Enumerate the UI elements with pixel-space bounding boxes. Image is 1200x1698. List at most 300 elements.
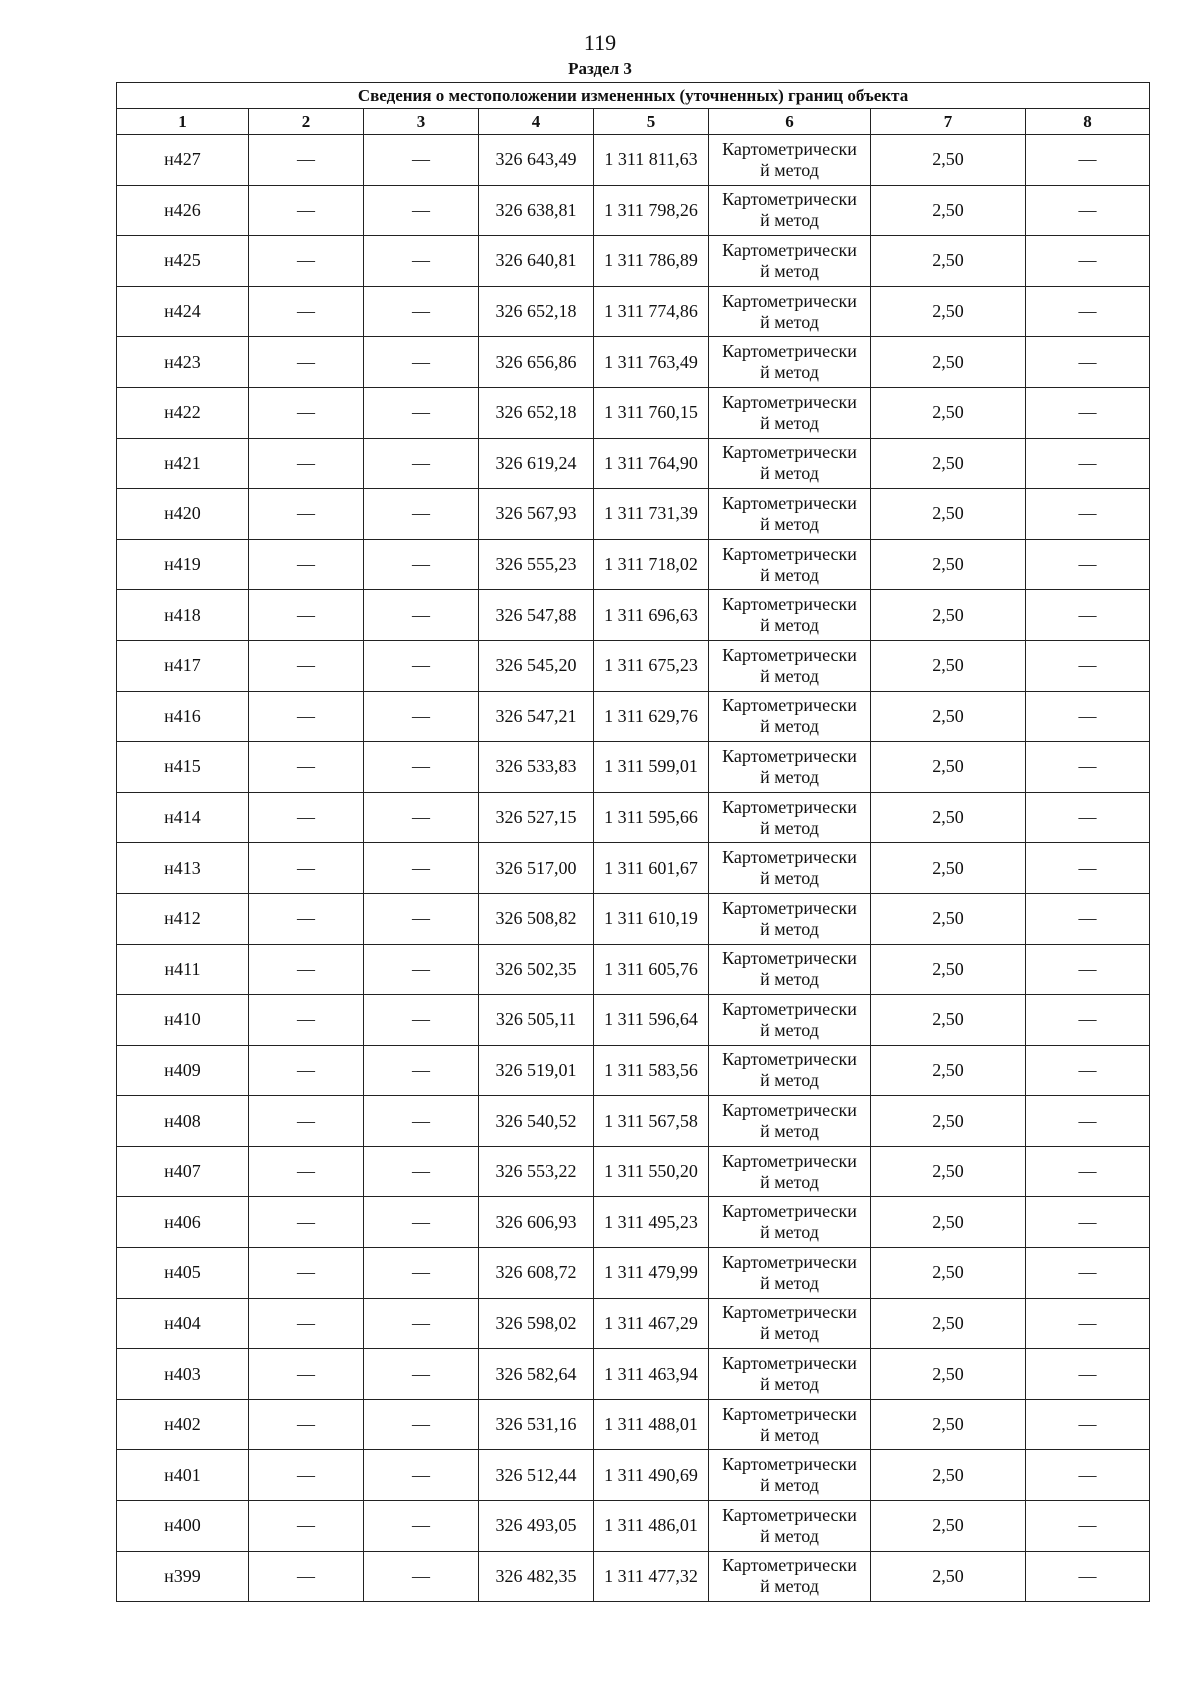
point-cell: н413 xyxy=(117,843,249,894)
method-cell xyxy=(709,1551,871,1602)
x-coordinate-cell: 326 619,24 xyxy=(479,438,594,489)
column-3-cell: — xyxy=(364,995,479,1046)
point-cell: н411 xyxy=(117,944,249,995)
column-3-cell: — xyxy=(364,640,479,691)
column-3-cell: — xyxy=(364,236,479,287)
column-3-cell: — xyxy=(364,1501,479,1552)
method-text-line-2: й метод xyxy=(760,1475,819,1496)
table-row xyxy=(117,236,1150,287)
accuracy-cell: 2,50 xyxy=(871,1349,1026,1400)
column-2-cell: — xyxy=(249,1399,364,1450)
point-cell: н422 xyxy=(117,387,249,438)
y-coordinate-cell: 1 311 786,89 xyxy=(594,236,709,287)
method-text-line-1: Картометрически xyxy=(722,1302,857,1323)
column-2-cell: — xyxy=(249,843,364,894)
method-text-line-1: Картометрически xyxy=(722,594,857,615)
x-coordinate-cell: 326 608,72 xyxy=(479,1248,594,1299)
method-text-line-1: Картометрически xyxy=(722,745,857,766)
method-cell xyxy=(709,135,871,186)
method-cell xyxy=(709,1045,871,1096)
table-row xyxy=(117,387,1150,438)
y-coordinate-cell: 1 311 811,63 xyxy=(594,135,709,186)
column-8-cell: — xyxy=(1026,438,1150,489)
method-text-line-1: Картометрически xyxy=(722,189,857,210)
table-row xyxy=(117,438,1150,489)
point-cell: н414 xyxy=(117,792,249,843)
column-8-cell: — xyxy=(1026,995,1150,1046)
method-text-line-1: Картометрически xyxy=(722,1201,857,1222)
method-text-line-2: й метод xyxy=(760,260,819,281)
column-3-cell: — xyxy=(364,1045,479,1096)
column-2-cell: — xyxy=(249,590,364,641)
x-coordinate-cell: 326 640,81 xyxy=(479,236,594,287)
accuracy-cell: 2,50 xyxy=(871,135,1026,186)
method-text-line-1: Картометрически xyxy=(722,644,857,665)
x-coordinate-cell: 326 493,05 xyxy=(479,1501,594,1552)
column-8-cell: — xyxy=(1026,1349,1150,1400)
y-coordinate-cell: 1 311 696,63 xyxy=(594,590,709,641)
column-8-cell: — xyxy=(1026,590,1150,641)
x-coordinate-cell: 326 553,22 xyxy=(479,1146,594,1197)
method-text-line-1: Картометрически xyxy=(722,1555,857,1576)
point-cell: н419 xyxy=(117,539,249,590)
method-cell xyxy=(709,590,871,641)
y-coordinate-cell: 1 311 774,86 xyxy=(594,286,709,337)
point-cell: н424 xyxy=(117,286,249,337)
x-coordinate-cell: 326 606,93 xyxy=(479,1197,594,1248)
column-2-cell: — xyxy=(249,691,364,742)
x-coordinate-cell: 326 582,64 xyxy=(479,1349,594,1400)
point-cell: н409 xyxy=(117,1045,249,1096)
method-cell xyxy=(709,1197,871,1248)
x-coordinate-cell: 326 638,81 xyxy=(479,185,594,236)
method-cell xyxy=(709,185,871,236)
method-cell xyxy=(709,1349,871,1400)
column-2-cell: — xyxy=(249,944,364,995)
method-text-line-1: Картометрически xyxy=(722,1100,857,1121)
accuracy-cell: 2,50 xyxy=(871,1298,1026,1349)
column-8-cell: — xyxy=(1026,539,1150,590)
column-8-cell: — xyxy=(1026,1551,1150,1602)
x-coordinate-cell: 326 482,35 xyxy=(479,1551,594,1602)
point-cell: н406 xyxy=(117,1197,249,1248)
method-cell xyxy=(709,1298,871,1349)
method-text-line-1: Картометрически xyxy=(722,796,857,817)
y-coordinate-cell: 1 311 495,23 xyxy=(594,1197,709,1248)
method-cell xyxy=(709,1096,871,1147)
method-cell xyxy=(709,337,871,388)
method-cell xyxy=(709,539,871,590)
method-cell xyxy=(709,1501,871,1552)
accuracy-cell: 2,50 xyxy=(871,1248,1026,1299)
y-coordinate-cell: 1 311 731,39 xyxy=(594,489,709,540)
table-row xyxy=(117,590,1150,641)
method-text-line-1: Картометрически xyxy=(722,239,857,260)
column-3-cell: — xyxy=(364,691,479,742)
method-cell xyxy=(709,995,871,1046)
x-coordinate-cell: 326 567,93 xyxy=(479,489,594,540)
method-text-line-2: й метод xyxy=(760,564,819,585)
y-coordinate-cell: 1 311 486,01 xyxy=(594,1501,709,1552)
column-8-cell: — xyxy=(1026,893,1150,944)
method-cell xyxy=(709,1399,871,1450)
column-3-cell: — xyxy=(364,489,479,540)
column-8-cell: — xyxy=(1026,1197,1150,1248)
method-cell xyxy=(709,691,871,742)
column-3-cell: — xyxy=(364,1450,479,1501)
accuracy-cell: 2,50 xyxy=(871,1501,1026,1552)
method-text-line-2: й метод xyxy=(760,159,819,180)
x-coordinate-cell: 326 540,52 xyxy=(479,1096,594,1147)
column-8-cell: — xyxy=(1026,640,1150,691)
y-coordinate-cell: 1 311 629,76 xyxy=(594,691,709,742)
method-text-line-1: Картометрически xyxy=(722,1403,857,1424)
y-coordinate-cell: 1 311 718,02 xyxy=(594,539,709,590)
accuracy-cell: 2,50 xyxy=(871,995,1026,1046)
point-cell: н423 xyxy=(117,337,249,388)
column-8-cell: — xyxy=(1026,843,1150,894)
accuracy-cell: 2,50 xyxy=(871,387,1026,438)
column-header: 5 xyxy=(594,109,709,135)
method-text-line-1: Картометрически xyxy=(722,391,857,412)
y-coordinate-cell: 1 311 583,56 xyxy=(594,1045,709,1096)
column-2-cell: — xyxy=(249,1045,364,1096)
table-body xyxy=(117,135,1150,1602)
point-cell: н415 xyxy=(117,742,249,793)
x-coordinate-cell: 326 527,15 xyxy=(479,792,594,843)
y-coordinate-cell: 1 311 760,15 xyxy=(594,387,709,438)
method-text-line-2: й метод xyxy=(760,1525,819,1546)
point-cell: н410 xyxy=(117,995,249,1046)
point-cell: н404 xyxy=(117,1298,249,1349)
table-row xyxy=(117,893,1150,944)
method-text-line-1: Картометрически xyxy=(722,492,857,513)
method-text-line-2: й метод xyxy=(760,1576,819,1597)
page-number: 119 xyxy=(583,30,617,55)
column-8-cell: — xyxy=(1026,1248,1150,1299)
column-2-cell: — xyxy=(249,995,364,1046)
column-2-cell: — xyxy=(249,1501,364,1552)
column-3-cell: — xyxy=(364,1248,479,1299)
method-text-line-2: й метод xyxy=(760,817,819,838)
column-8-cell: — xyxy=(1026,1045,1150,1096)
y-coordinate-cell: 1 311 550,20 xyxy=(594,1146,709,1197)
accuracy-cell: 2,50 xyxy=(871,438,1026,489)
table-row xyxy=(117,691,1150,742)
method-cell xyxy=(709,792,871,843)
x-coordinate-cell: 326 505,11 xyxy=(479,995,594,1046)
column-header: 1 xyxy=(117,109,249,135)
method-cell xyxy=(709,944,871,995)
column-2-cell: — xyxy=(249,1248,364,1299)
y-coordinate-cell: 1 311 490,69 xyxy=(594,1450,709,1501)
column-8-cell: — xyxy=(1026,1450,1150,1501)
point-cell: н420 xyxy=(117,489,249,540)
accuracy-cell: 2,50 xyxy=(871,1045,1026,1096)
point-cell: н412 xyxy=(117,893,249,944)
column-8-cell: — xyxy=(1026,742,1150,793)
table-row xyxy=(117,1349,1150,1400)
point-cell: н399 xyxy=(117,1551,249,1602)
point-cell: н418 xyxy=(117,590,249,641)
column-3-cell: — xyxy=(364,590,479,641)
point-cell: н407 xyxy=(117,1146,249,1197)
x-coordinate-cell: 326 512,44 xyxy=(479,1450,594,1501)
column-3-cell: — xyxy=(364,1197,479,1248)
column-header: 8 xyxy=(1026,109,1150,135)
method-cell xyxy=(709,742,871,793)
point-cell: н425 xyxy=(117,236,249,287)
x-coordinate-cell: 326 652,18 xyxy=(479,286,594,337)
method-text-line-1: Картометрически xyxy=(722,998,857,1019)
table-row xyxy=(117,1450,1150,1501)
method-text-line-2: й метод xyxy=(760,1222,819,1243)
column-8-cell: — xyxy=(1026,1501,1150,1552)
y-coordinate-cell: 1 311 599,01 xyxy=(594,742,709,793)
column-3-cell: — xyxy=(364,1298,479,1349)
column-2-cell: — xyxy=(249,438,364,489)
method-text-line-1: Картометрически xyxy=(722,543,857,564)
x-coordinate-cell: 326 643,49 xyxy=(479,135,594,186)
x-coordinate-cell: 326 531,16 xyxy=(479,1399,594,1450)
method-cell xyxy=(709,438,871,489)
column-2-cell: — xyxy=(249,387,364,438)
table-row xyxy=(117,1146,1150,1197)
column-3-cell: — xyxy=(364,438,479,489)
x-coordinate-cell: 326 533,83 xyxy=(479,742,594,793)
method-text-line-2: й метод xyxy=(760,1374,819,1395)
table-row xyxy=(117,489,1150,540)
method-cell xyxy=(709,893,871,944)
y-coordinate-cell: 1 311 467,29 xyxy=(594,1298,709,1349)
y-coordinate-cell: 1 311 567,58 xyxy=(594,1096,709,1147)
point-cell: н402 xyxy=(117,1399,249,1450)
column-3-cell: — xyxy=(364,742,479,793)
method-text-line-2: й метод xyxy=(760,1323,819,1344)
accuracy-cell: 2,50 xyxy=(871,1146,1026,1197)
column-3-cell: — xyxy=(364,893,479,944)
method-cell xyxy=(709,1146,871,1197)
method-text-line-1: Картометрически xyxy=(722,138,857,159)
y-coordinate-cell: 1 311 675,23 xyxy=(594,640,709,691)
x-coordinate-cell: 326 508,82 xyxy=(479,893,594,944)
method-text-line-2: й метод xyxy=(760,665,819,686)
point-cell: н408 xyxy=(117,1096,249,1147)
accuracy-cell: 2,50 xyxy=(871,1096,1026,1147)
table-row xyxy=(117,1096,1150,1147)
y-coordinate-cell: 1 311 798,26 xyxy=(594,185,709,236)
method-text-line-1: Картометрически xyxy=(722,847,857,868)
column-8-cell: — xyxy=(1026,1298,1150,1349)
method-cell xyxy=(709,387,871,438)
accuracy-cell: 2,50 xyxy=(871,236,1026,287)
accuracy-cell: 2,50 xyxy=(871,337,1026,388)
accuracy-cell: 2,50 xyxy=(871,539,1026,590)
column-2-cell: — xyxy=(249,1197,364,1248)
y-coordinate-cell: 1 311 610,19 xyxy=(594,893,709,944)
method-text-line-1: Картометрически xyxy=(722,1353,857,1374)
y-coordinate-cell: 1 311 605,76 xyxy=(594,944,709,995)
column-3-cell: — xyxy=(364,792,479,843)
column-2-cell: — xyxy=(249,1096,364,1147)
x-coordinate-cell: 326 547,88 xyxy=(479,590,594,641)
accuracy-cell: 2,50 xyxy=(871,691,1026,742)
method-cell xyxy=(709,1248,871,1299)
column-3-cell: — xyxy=(364,1551,479,1602)
method-text-line-2: й метод xyxy=(760,1019,819,1040)
table-row xyxy=(117,995,1150,1046)
accuracy-cell: 2,50 xyxy=(871,1551,1026,1602)
table-row xyxy=(117,1399,1150,1450)
accuracy-cell: 2,50 xyxy=(871,792,1026,843)
accuracy-cell: 2,50 xyxy=(871,1197,1026,1248)
method-text-line-2: й метод xyxy=(760,918,819,939)
accuracy-cell: 2,50 xyxy=(871,843,1026,894)
method-text-line-1: Картометрически xyxy=(722,341,857,362)
column-2-cell: — xyxy=(249,893,364,944)
table-row xyxy=(117,843,1150,894)
method-text-line-2: й метод xyxy=(760,412,819,433)
accuracy-cell: 2,50 xyxy=(871,286,1026,337)
x-coordinate-cell: 326 598,02 xyxy=(479,1298,594,1349)
method-text-line-2: й метод xyxy=(760,1070,819,1091)
method-cell xyxy=(709,1450,871,1501)
column-2-cell: — xyxy=(249,792,364,843)
column-8-cell: — xyxy=(1026,1096,1150,1147)
method-text-line-2: й метод xyxy=(760,311,819,332)
x-coordinate-cell: 326 555,23 xyxy=(479,539,594,590)
x-coordinate-cell: 326 519,01 xyxy=(479,1045,594,1096)
column-header: 6 xyxy=(709,109,871,135)
column-2-cell: — xyxy=(249,286,364,337)
column-2-cell: — xyxy=(249,1349,364,1400)
method-cell xyxy=(709,640,871,691)
accuracy-cell: 2,50 xyxy=(871,185,1026,236)
column-3-cell: — xyxy=(364,1146,479,1197)
column-2-cell: — xyxy=(249,185,364,236)
method-text-line-2: й метод xyxy=(760,716,819,737)
column-3-cell: — xyxy=(364,135,479,186)
method-text-line-2: й метод xyxy=(760,463,819,484)
column-8-cell: — xyxy=(1026,236,1150,287)
column-header: 7 xyxy=(871,109,1026,135)
column-2-cell: — xyxy=(249,236,364,287)
point-cell: н400 xyxy=(117,1501,249,1552)
column-3-cell: — xyxy=(364,387,479,438)
column-8-cell: — xyxy=(1026,944,1150,995)
method-text-line-1: Картометрически xyxy=(722,897,857,918)
column-header: 4 xyxy=(479,109,594,135)
method-cell xyxy=(709,489,871,540)
column-8-cell: — xyxy=(1026,337,1150,388)
table-row xyxy=(117,1551,1150,1602)
table-row xyxy=(117,135,1150,186)
method-text-line-2: й метод xyxy=(760,513,819,534)
method-text-line-2: й метод xyxy=(760,766,819,787)
accuracy-cell: 2,50 xyxy=(871,1450,1026,1501)
accuracy-cell: 2,50 xyxy=(871,489,1026,540)
point-cell: н421 xyxy=(117,438,249,489)
x-coordinate-cell: 326 547,21 xyxy=(479,691,594,742)
column-2-cell: — xyxy=(249,539,364,590)
table-row xyxy=(117,1197,1150,1248)
table-row xyxy=(117,944,1150,995)
accuracy-cell: 2,50 xyxy=(871,590,1026,641)
column-header: 3 xyxy=(364,109,479,135)
y-coordinate-cell: 1 311 596,64 xyxy=(594,995,709,1046)
x-coordinate-cell: 326 652,18 xyxy=(479,387,594,438)
boundary-coordinates-table xyxy=(116,82,1150,1602)
method-text-line-1: Картометрически xyxy=(722,1049,857,1070)
method-text-line-2: й метод xyxy=(760,1424,819,1445)
y-coordinate-cell: 1 311 601,67 xyxy=(594,843,709,894)
accuracy-cell: 2,50 xyxy=(871,893,1026,944)
table-row xyxy=(117,1248,1150,1299)
column-2-cell: — xyxy=(249,1551,364,1602)
method-text-line-1: Картометрически xyxy=(722,442,857,463)
method-text-line-2: й метод xyxy=(760,1171,819,1192)
y-coordinate-cell: 1 311 479,99 xyxy=(594,1248,709,1299)
column-8-cell: — xyxy=(1026,286,1150,337)
method-text-line-2: й метод xyxy=(760,1272,819,1293)
point-cell: н416 xyxy=(117,691,249,742)
x-coordinate-cell: 326 502,35 xyxy=(479,944,594,995)
point-cell: н427 xyxy=(117,135,249,186)
column-3-cell: — xyxy=(364,1096,479,1147)
method-cell xyxy=(709,286,871,337)
point-cell: н403 xyxy=(117,1349,249,1400)
column-number-row xyxy=(117,109,1150,135)
table-row xyxy=(117,1045,1150,1096)
column-2-cell: — xyxy=(249,135,364,186)
y-coordinate-cell: 1 311 477,32 xyxy=(594,1551,709,1602)
table-row xyxy=(117,640,1150,691)
column-2-cell: — xyxy=(249,489,364,540)
column-3-cell: — xyxy=(364,1399,479,1450)
table-row xyxy=(117,1501,1150,1552)
method-text-line-1: Картометрически xyxy=(722,1150,857,1171)
method-text-line-2: й метод xyxy=(760,868,819,889)
x-coordinate-cell: 326 656,86 xyxy=(479,337,594,388)
column-2-cell: — xyxy=(249,337,364,388)
y-coordinate-cell: 1 311 488,01 xyxy=(594,1399,709,1450)
table-row xyxy=(117,337,1150,388)
column-2-cell: — xyxy=(249,1146,364,1197)
accuracy-cell: 2,50 xyxy=(871,1399,1026,1450)
method-cell xyxy=(709,236,871,287)
accuracy-cell: 2,50 xyxy=(871,640,1026,691)
point-cell: н401 xyxy=(117,1450,249,1501)
column-3-cell: — xyxy=(364,337,479,388)
method-text-line-2: й метод xyxy=(760,615,819,636)
column-8-cell: — xyxy=(1026,792,1150,843)
column-3-cell: — xyxy=(364,1349,479,1400)
column-2-cell: — xyxy=(249,1450,364,1501)
table-row xyxy=(117,742,1150,793)
method-text-line-1: Картометрически xyxy=(722,948,857,969)
column-8-cell: — xyxy=(1026,1146,1150,1197)
method-text-line-1: Картометрически xyxy=(722,695,857,716)
column-3-cell: — xyxy=(364,539,479,590)
x-coordinate-cell: 326 545,20 xyxy=(479,640,594,691)
method-text-line-1: Картометрически xyxy=(722,290,857,311)
column-3-cell: — xyxy=(364,286,479,337)
y-coordinate-cell: 1 311 764,90 xyxy=(594,438,709,489)
column-8-cell: — xyxy=(1026,691,1150,742)
y-coordinate-cell: 1 311 595,66 xyxy=(594,792,709,843)
method-text-line-1: Картометрически xyxy=(722,1504,857,1525)
section-title: Раздел 3 xyxy=(568,59,632,78)
